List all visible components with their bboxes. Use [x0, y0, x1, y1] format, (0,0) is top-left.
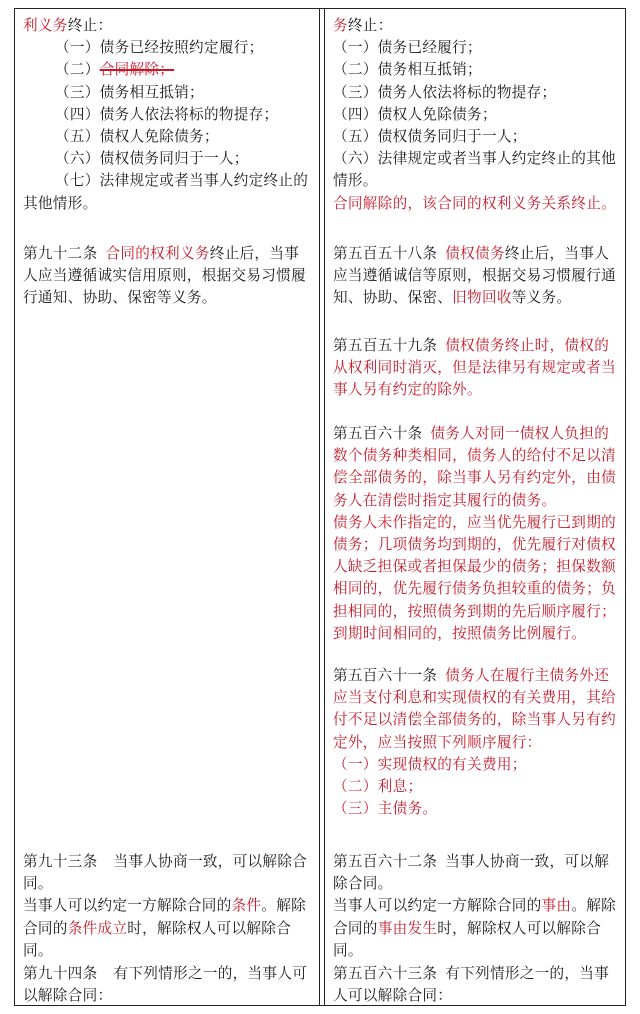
left-termination-list [23, 15, 311, 215]
article-558 [333, 243, 619, 310]
list-item: （二）利息； [333, 778, 423, 796]
article-red-text: 事由发生 [377, 919, 438, 937]
article-red-text: 事由 [541, 897, 572, 915]
left-line1-black: 终止： [67, 17, 113, 34]
left-line1-red: 利义务 [23, 17, 68, 34]
list-item: （三）债务人依法将标的物提存； [333, 83, 557, 101]
article-text: 。解除合同的 [333, 897, 616, 937]
article-number: 第九十四条 [23, 965, 98, 982]
list-item: （五）债权债务同归于一人； [333, 128, 527, 146]
article-92 [23, 243, 311, 310]
article-562 [333, 851, 619, 962]
article-red-text: 条件 [231, 897, 262, 915]
article-red-text: 条件成立 [67, 919, 128, 937]
article-text: 终止后，当事人应当遵循诚信等原则，根据交易习惯履行通知、协助、保密、 [333, 245, 616, 307]
article-red-text: 债务人对同一债权人负担的数个债务种类相同，债务人的给付不足以清偿全部债务的，除当事人另有约定外，由债务人在清偿时指定其履行的债务。 [333, 425, 616, 509]
list-item: （四）债权人免除债务； [333, 105, 497, 123]
struck-text: 合同解除； [99, 61, 175, 79]
article-number: 第五百六十一条 [333, 667, 438, 684]
article-text: 有下列情形之一的，当事人可以解除合同： [23, 965, 308, 1005]
article-number: 第五百六十条 [333, 425, 423, 442]
list-item: （二）债务相互抵销； [333, 61, 482, 79]
article-red-text: 债权债务 [445, 245, 505, 262]
article-text: 有下列情形之一的，当事人可以解除合同： [333, 965, 610, 1005]
article-text: 。解除合同的 [23, 897, 306, 937]
article-93 [23, 851, 311, 962]
article-text: 等义务。 [511, 289, 572, 307]
right-termination-list [333, 15, 619, 215]
list-item: （三）主债务。 [333, 800, 438, 818]
article-red-text: 旧物回收 [452, 289, 512, 307]
article-number: 第九十二条 [23, 245, 98, 262]
list-item: （六）法律规定或者当事人约定终止的其他情形。 [333, 150, 616, 190]
article-text: 终止后，当事人应当遵循诚实信用原则，根据交易习惯履行通知、协助、保密等义务。 [23, 245, 306, 307]
article-560 [333, 423, 619, 645]
list-item-deleted: （二）合同解除； [55, 61, 175, 79]
list-item: （一）债务已经按照约定履行； [55, 39, 264, 57]
article-text: 当事人可以约定一方解除合同的 [23, 897, 232, 915]
article-red-text: 债务人在履行主债务外还应当支付利息和实现债权的有关费用，其给付不足以清偿全部债务的，除当事人另有约定外，应当按照下列顺序履行： [333, 667, 616, 751]
list-item: （一）债务已经履行； [333, 39, 482, 57]
list-item: （一）实现债权的有关费用； [333, 755, 527, 773]
article-red-text: 债务人未作指定的，应当优先履行已到期的债务；几项债务均到期的，优先履行对债权人缺乏担保或者担保最少的债务；担保数额相同的，优先履行债务负担较重的债务；负担相同的，按照债务到期的先后顺序履行；到期时间相同的，按照债务比例履行。 [333, 513, 616, 642]
list-item: （三）债务相互抵销； [55, 83, 204, 101]
article-red-text: 债权债务终止时，债权的从权利同时消灭，但是法律另有规定或者当事人另有约定的除外。 [333, 337, 616, 399]
article-94 [23, 963, 311, 1007]
added-sentence: 合同解除的，该合同的权利义务关系终止。 [333, 194, 616, 212]
right-line1-black: 终止： [347, 17, 393, 34]
article-red-text: 合同的权利义务 [105, 245, 210, 262]
article-561 [333, 665, 619, 820]
list-item: （七）法律规定或者当事人约定终止的其他情形。 [23, 172, 309, 212]
left-column-old-law [15, 9, 320, 1005]
article-number: 第五百六十三条 [333, 965, 438, 982]
list-item: （五）债权人免除债务； [55, 128, 219, 146]
list-item: （四）债务人依法将标的物提存； [55, 105, 279, 123]
article-text: 当事人协商一致，可以解除合同。 [333, 853, 610, 893]
article-text: 当事人可以约定一方解除合同的 [333, 897, 542, 915]
right-line1-red: 务 [333, 17, 348, 34]
article-text: 时，解除权人可以解除合同。 [23, 919, 292, 959]
article-number: 第五百五十九条 [333, 337, 438, 354]
article-text: 时，解除权人可以解除合同。 [333, 919, 602, 959]
list-item: （六）债权债务同归于一人； [55, 150, 249, 168]
article-number: 第九十三条 [23, 853, 98, 870]
article-text: 当事人协商一致，可以解除合同。 [23, 853, 308, 893]
article-number: 第五百五十八条 [333, 245, 438, 262]
comparison-table [14, 8, 626, 1006]
article-number: 第五百六十二条 [333, 853, 438, 870]
article-559 [333, 335, 619, 402]
right-column-civil-code [324, 9, 627, 1005]
article-563 [333, 963, 619, 1007]
